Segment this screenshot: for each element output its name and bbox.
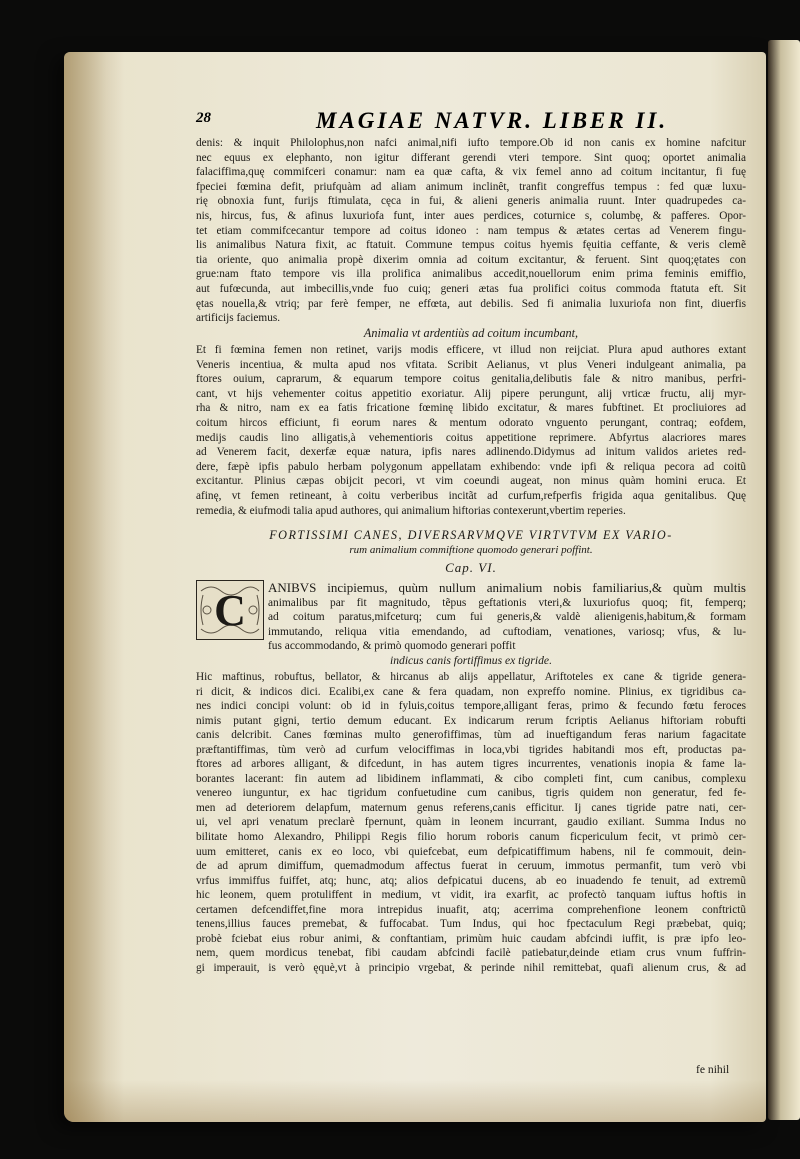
text-line: nimis putant gigni, tertio demum educant. Ex indicarum rerum fcriptis Aelianus hiftoriam robufti	[196, 714, 746, 727]
text-line: cant, vt hijs vehementer coitus appetitio exoriatur. Alij pipere perungunt, alij vrticæ fructu, alij myr-	[196, 387, 746, 400]
text-line: excitantur. Plinius cæpas obijcit pecori, vt vim coeundi augeat, non minus quàm homini eruca. Et	[196, 475, 746, 488]
chapter-subtitle: rum animalium commiftione quomodo generari poffint.	[349, 544, 593, 556]
text-line: immutando, reliqua vitia emendando, ad cuftodiam, venationes, variosq; vfus, & lu-	[268, 625, 746, 638]
text-line: vrfus immiffus fuiffet, atq; hunc, atq; alios defpicatui ducens, ab eo inuadendo fe tenuit, ad extremũ	[196, 874, 746, 887]
gutter-stain	[64, 52, 124, 1122]
text-line: ad coitum paratus,mifceturq; cum fui generis,& valdè alienigenis,habitum,& formam	[268, 611, 746, 624]
text-line: Et fi fœmina femen non retinet, varijs modis efficere, vt illud non reijciat. Plura apud authores extant	[196, 344, 746, 356]
section-subhead: indicus canis fortiffimus ex tigride.	[390, 654, 552, 667]
running-title: MAGIAE NATVR. LIBER II.	[316, 108, 669, 133]
adjacent-page-edge	[768, 40, 800, 1120]
text-line: nec equus ex elephanto, non igitur differant gerendi vteri tempore. Sint quoq; oportet animalia	[196, 151, 746, 164]
text-line: coitum hircos efficiunt, fi eorum nares & mentum odorato vnguento perungant, contraq; eofdem,	[196, 416, 746, 429]
initial-letter: C	[214, 585, 246, 635]
text-line: uum emitteret, canis ex eo loco, vbi quiefcebat, eum defpicatiffimum habens, nil fe commouit, dein-	[196, 845, 746, 858]
text-line: nes indici concipi volunt: ob id in fyluis,coitus tempore,alligant feras, primo & fecundo fœtu feroces	[196, 700, 746, 713]
text-line: canis delcribit. Canes fœminas multo generofiffimas, tùm ad inueftigandum feras narium fagacitate	[196, 729, 746, 742]
text-line: falaciffima,quę commifceri conamur: nam ea quæ cafta, & vix femel anno ad coitum incitantur, fi fuę	[196, 166, 746, 179]
text-line: nem, quem mordicus tenebat, fibi caudam abfcindi facilè patiebatur,deinde etiam crus vnum fuffrin-	[196, 947, 746, 960]
text-line: hic leonem, quem protuliffent in medium, vt vidit, ira exarfit, ac profectò tanquam iuftus hoftis in	[196, 889, 746, 902]
text-line: artificijs faciemus.	[196, 312, 281, 325]
text-line: grue:nam ftato tempore vis illa prolifica animalibus accedit,nouellorum enim prima feminis emiffio,	[196, 268, 746, 281]
text-line: Veneris incentiua, & multa apud nos vfitata. Scribit Aelianus, vt plus Veneri indulgeant animalia, pa	[196, 358, 746, 371]
text-line: borantes lacerant: fin autem ad libidinem inflammati, & cibo completi fint, cum canibus, complexu	[196, 772, 746, 785]
page-number: 28	[196, 110, 211, 126]
catchword: fe nihil	[696, 1063, 730, 1076]
text-line: men ad deteriorem delapfum, maternum genus referens,canis efficitur. Ij canes tigride patre nati, cer-	[196, 801, 746, 814]
paragraph-block-3	[196, 670, 746, 975]
text-line: ri dicit, & indicos dici. Ecalibi,ex cane & fera quadam, non expreffo nomine. Plinius, ex tigridibus ca-	[196, 685, 746, 698]
text-line: venereo iunguntur, ex hac tigridum confuetudine cum canibus, tigris quidem non generatur, fed fe-	[196, 787, 746, 800]
text-line: denis: & inquit Philolophus,non nafci animal,nifi iufto tempore.Ob id non canis ex homine nafcitur	[196, 137, 746, 149]
text-line: rha & nitro, nam ex ea fatis fricatione fœminę libido excitatur, & mares fubftinet. Et procliuiores ad	[196, 402, 746, 415]
text-line: ad Venerem facit, dexerfæ equæ natura, ipfis nares adlinendo.Didymus ad initum validos arietes red-	[196, 446, 746, 459]
text-line: tenens,illius fauces premebat, & fuffocabat. Tum Indus, qui hoc fpectaculum Regi præbebat, quiq;	[196, 918, 746, 931]
text-line: ftores ad arbores alligant, & difcedunt, in has autem tigres incurrentes, venationis inopia & fame la-	[196, 758, 746, 771]
text-line: tia oriente, quo animalia propè dixerim omnia ad coitum excitantur, & feruent. Sint quoq;ętates con	[196, 253, 746, 266]
text-line: remedia, & eiufmodi talia apud authores, qui animalium hiftorias contexerunt,vbertim reperies.	[196, 504, 626, 517]
text-line: ui, vel apri venatum preclarè fpernunt, quàm in leonem incurrant, gaudio exiliant. Summa Indus no	[196, 816, 746, 829]
text-line: probè fciebat eius robur animi, & conftantiam, primùm huic caudam abfcindi iuffit, is præ ipfo leo-	[196, 932, 746, 945]
section-subhead: Animalia vt ardentiùs ad coitum incumbant,	[363, 326, 579, 340]
text-line: aut fufœcunda, aut imbecillis,vnde fuo cuiq; generi ætas fua prolifici coitus commoda ftatuta eft. Sit	[196, 282, 746, 295]
text-line: ANIBVS incipiemus, quùm nullum animalium nobis familiarius,& quùm multis	[268, 580, 746, 595]
text-line: gi imperauit, is verò ęquè,vt à principio vrgebat, & perinde nihil remittebat, quafi alienum crus, & ad	[196, 961, 746, 974]
running-head	[196, 108, 746, 134]
text-line: præftantiffimas, tùm verò ad curfum velociffimas in loca,vbi tigrides habitandi mos eft, productas pa-	[196, 743, 746, 756]
text-line: animalibus par fit magnitudo, tẽpus geftationis vteri,& luxuriofus quoq; fit, femperq;	[268, 596, 746, 609]
paragraph-block-1	[196, 136, 746, 326]
text-line: certamen defcendiffet,fine mora intrepidus inuafit, atq; acerrima comprehenfione leonem conftrictũ	[196, 903, 746, 916]
text-line: lis animalibus Natura fixit, ac ftatuit. Commune tempus coitus hyemis fęuitia ceffante, & veris clemẽ	[196, 239, 746, 252]
text-line: afinę, vt femen retineant, à coitu verberibus incitãt ad curfum,refperfis frigida aqua genitalibus. Quę	[196, 489, 746, 502]
bottom-stain	[64, 1080, 766, 1122]
text-line: fpeciei fœmina defit, priufquàm ad aliam animum inclinêt, tranfit congreffus tempus : fed quæ luxu-	[196, 180, 746, 193]
text-line: de ad aprum dimiffum, quemadmodum affectus fuerat in ceruum, immotus permanfit, tum verò vbi	[196, 860, 746, 873]
chapter-heading	[196, 528, 746, 575]
text-line: medijs caudis lino alligatis,à vehementioris coitus appetitione reprimere. Abfyrtus alacriores mares	[196, 431, 746, 444]
text-line: ętas nouella,& vtriq; par ferè femper, ne effœta, aut debilis. Sed fi animalia luxuriofa non fint, diuerfis	[196, 297, 746, 310]
text-line: ftores ouium, caprarum, & equarum tempore coitus genitalia,delibutis fale & nitro manibus, perfri-	[196, 373, 746, 386]
text-line: Hic maftinus, robuftus, bellator, & hircanus ab alijs appellatur, Ariftoteles ex cane & tigride genera-	[196, 671, 746, 683]
chapter-label: Cap. VI.	[445, 560, 497, 575]
text-line: fus accommodando, & primò quomodo generari poffit	[268, 640, 516, 653]
paragraph-block-2	[196, 343, 746, 518]
text-line: tet etiam commifcecantur tempore ad coitus idoneo : nam tempus & ætates certas ad Venerem fingu-	[196, 224, 746, 237]
text-line: bilitate homo Alexandro, Philippi Regis filio horum roboris canum ficpericulum fecit, vt primò cer-	[196, 831, 746, 844]
decorated-initial	[196, 580, 264, 640]
chapter-intro	[268, 581, 746, 654]
chapter-title: FORTISSIMI CANES, DIVERSARVMQVE VIRTVTVM EX VARIO-	[269, 528, 673, 542]
text-line: nis, hircus, fus, & afinus luxuriofa funt, inter aues perdices, coturnice s, columbę, & pafferes. Opor-	[196, 209, 746, 222]
text-line: rię obnoxia funt, furijs ftimulata, cęca in fui, & alieni generis animalia ruunt. Inter quadrupedes ca-	[196, 195, 746, 208]
text-line: dere, fæpè ipfis pabulo herbam polygonum appellatam exhibendo: vnde ipfi & reliqua pecora ad coitũ	[196, 460, 746, 473]
